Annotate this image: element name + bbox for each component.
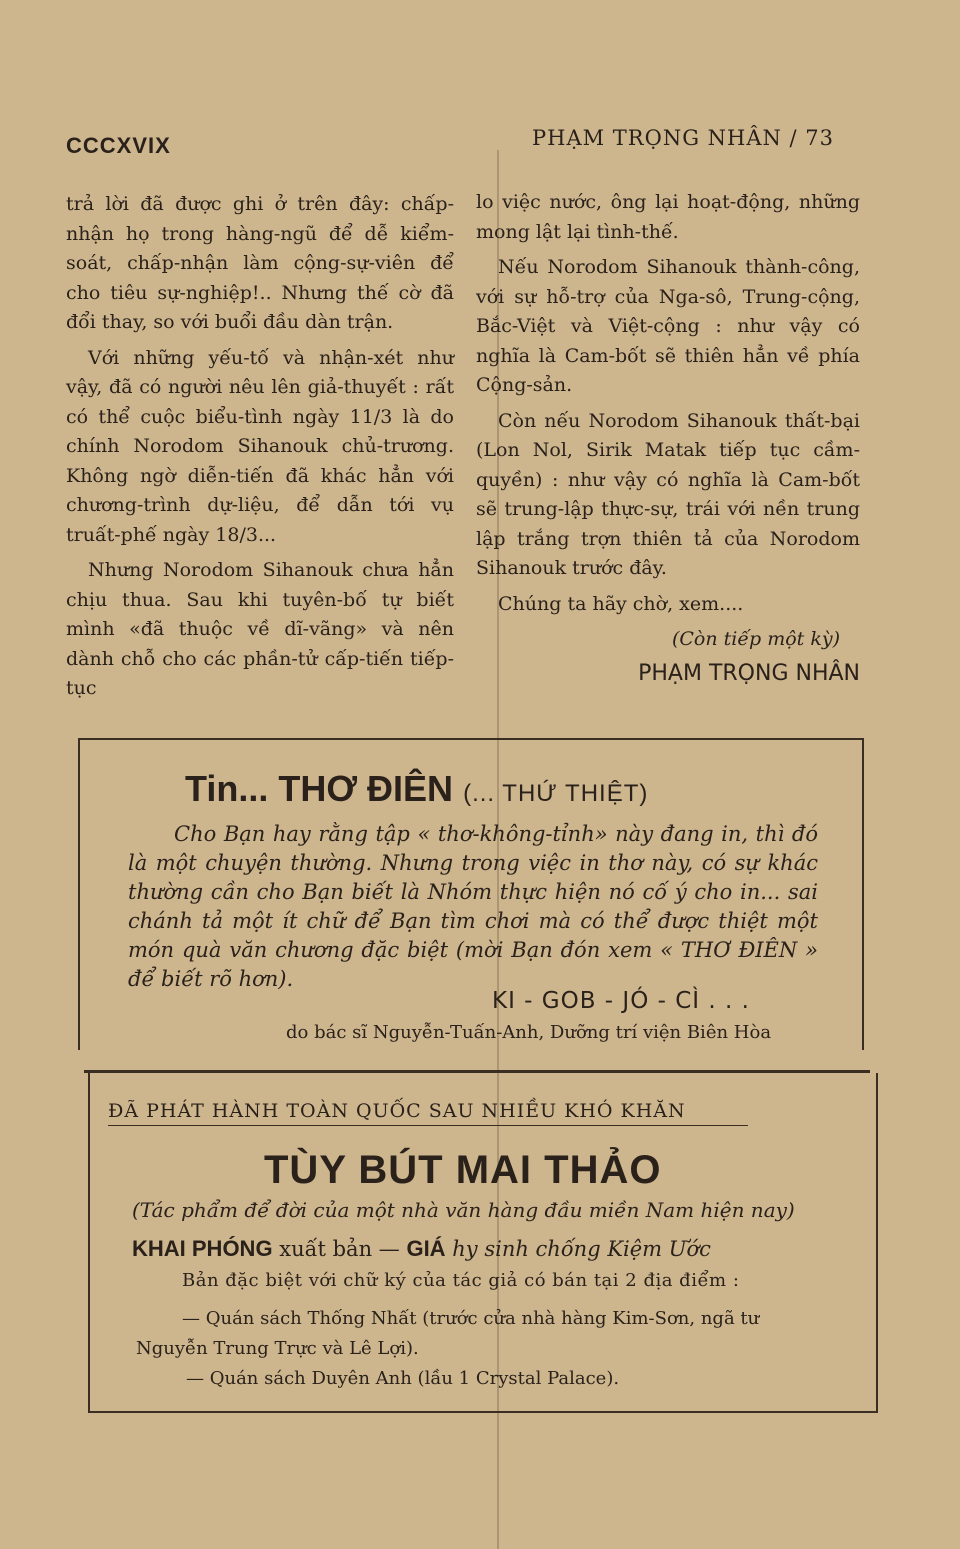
issue-number: CCCXVIX	[66, 133, 171, 158]
ad-announcement: ĐÃ PHÁT HÀNH TOÀN QUỐC SAU NHIỀU KHÓ KHĂN	[108, 1100, 686, 1122]
notice-subtitle: (... THỨ THIỆT)	[463, 780, 649, 807]
continued-note: (Còn tiếp một kỳ)	[671, 628, 840, 650]
publisher-line	[132, 1236, 711, 1262]
author-signature: PHẠM TRỌNG NHÂN	[638, 660, 860, 686]
publisher-suffix: xuất bản —	[279, 1237, 400, 1261]
paragraph: Nếu Norodom Sihanouk thành-công, với sự hỗ-trợ của Nga-sô, Trung-cộng, Bắc-Việt và Việt-cộng : như vậy có nghĩa là Cam-bốt sẽ thiên hẳn về phía Cộng-sản.	[476, 256, 860, 396]
notice-credit: do bác sĩ Nguyễn-Tuấn-Anh, Dưỡng trí viện Biên Hòa	[286, 1022, 772, 1043]
publisher-name: KHAI PHÓNG	[132, 1236, 273, 1261]
paragraph: trả lời đã được ghi ở trên đây: chấp-nhận họ trong hàng-ngũ để dễ kiểm-soát, chấp-nhận làm cộng-sự-viên để cho tiêu sự-nghiệp!.. Nhưng thế cờ đã đổi thay, so với buổi đầu dàn trận.	[66, 193, 454, 333]
special-edition-note: Bản đặc biệt với chữ ký của tác giả có bán tại 2 địa điểm :	[182, 1270, 740, 1291]
sales-location: — Quán sách Thống Nhất (trước cửa nhà hàng Kim-Sơn, ngã tư Nguyễn Trung Trực và Lê Lợi).	[136, 1308, 760, 1359]
paragraph: Chúng ta hãy chờ, xem....	[498, 592, 744, 615]
book-title: TÙY BÚT MAI THẢO	[264, 1148, 662, 1192]
notice-text: Cho Bạn hay rằng tập « thơ-không-tỉnh» này đang in, thì đó là một chuyện thường. Nhưng trong việc in thơ này, có sự khác thường cần cho Bạn biết là Nhóm thực hiện nó cố ý cho in... sai chánh tả một ít chữ để Bạn tìm chơi mà có thể được thiệt một món quà văn chương đặc biệt (mời Bạn đón xem « THƠ ĐIÊN » để biết rõ hơn).	[128, 822, 818, 991]
notice-title	[185, 768, 648, 810]
sales-location: — Quán sách Duyên Anh (lầu 1 Crystal Palace).	[186, 1368, 620, 1389]
right-column	[476, 188, 860, 688]
announcement-underline	[108, 1125, 748, 1126]
notice-title-main: Tin... THƠ ĐIÊN	[185, 768, 454, 809]
book-subtitle: (Tác phẩm để đời của một nhà văn hàng đầu miền Nam hiện nay)	[132, 1198, 795, 1222]
left-column	[66, 190, 454, 710]
running-header: PHẠM TRỌNG NHÂN / 73	[532, 126, 835, 150]
price-label: GIÁ	[406, 1236, 446, 1261]
paragraph: Còn nếu Norodom Sihanouk thất-bại (Lon Nol, Sirik Matak tiếp tục cầm-quyền) : như vậy có nghĩa là Cam-bốt sẽ trung-lập thực-sự, trái với nền trung lập trắng trợn thiên tả của Norodom Sihanouk trước đây.	[476, 409, 860, 579]
price-note: hy sinh chống Kiệm Ước	[452, 1237, 711, 1261]
paragraph: lo việc nước, ông lại hoạt-động, những mong lật lại tình-thế.	[476, 191, 860, 243]
notice-signature: KI - GOB - JÓ - CÌ . . .	[492, 988, 750, 1014]
paragraph: Nhưng Norodom Sihanouk chưa hẳn chịu thua. Sau khi tuyên-bố tự biết mình «đã thuộc về dĩ-vãng» và nên dành chỗ cho các phần-tử cấp-tiến tiếp-tục	[66, 559, 454, 699]
paragraph: Với những yếu-tố và nhận-xét như vậy, đã có người nêu lên giả-thuyết : rất có thể cuộc biểu-tình ngày 11/3 là do chính Norodom Sihanouk chủ-trương. Không ngờ diễn-tiến đã khác hẳn với chương-trình dự-liệu, để dẫn tới vụ truất-phế ngày 18/3...	[66, 346, 454, 546]
notice-body	[128, 820, 818, 994]
